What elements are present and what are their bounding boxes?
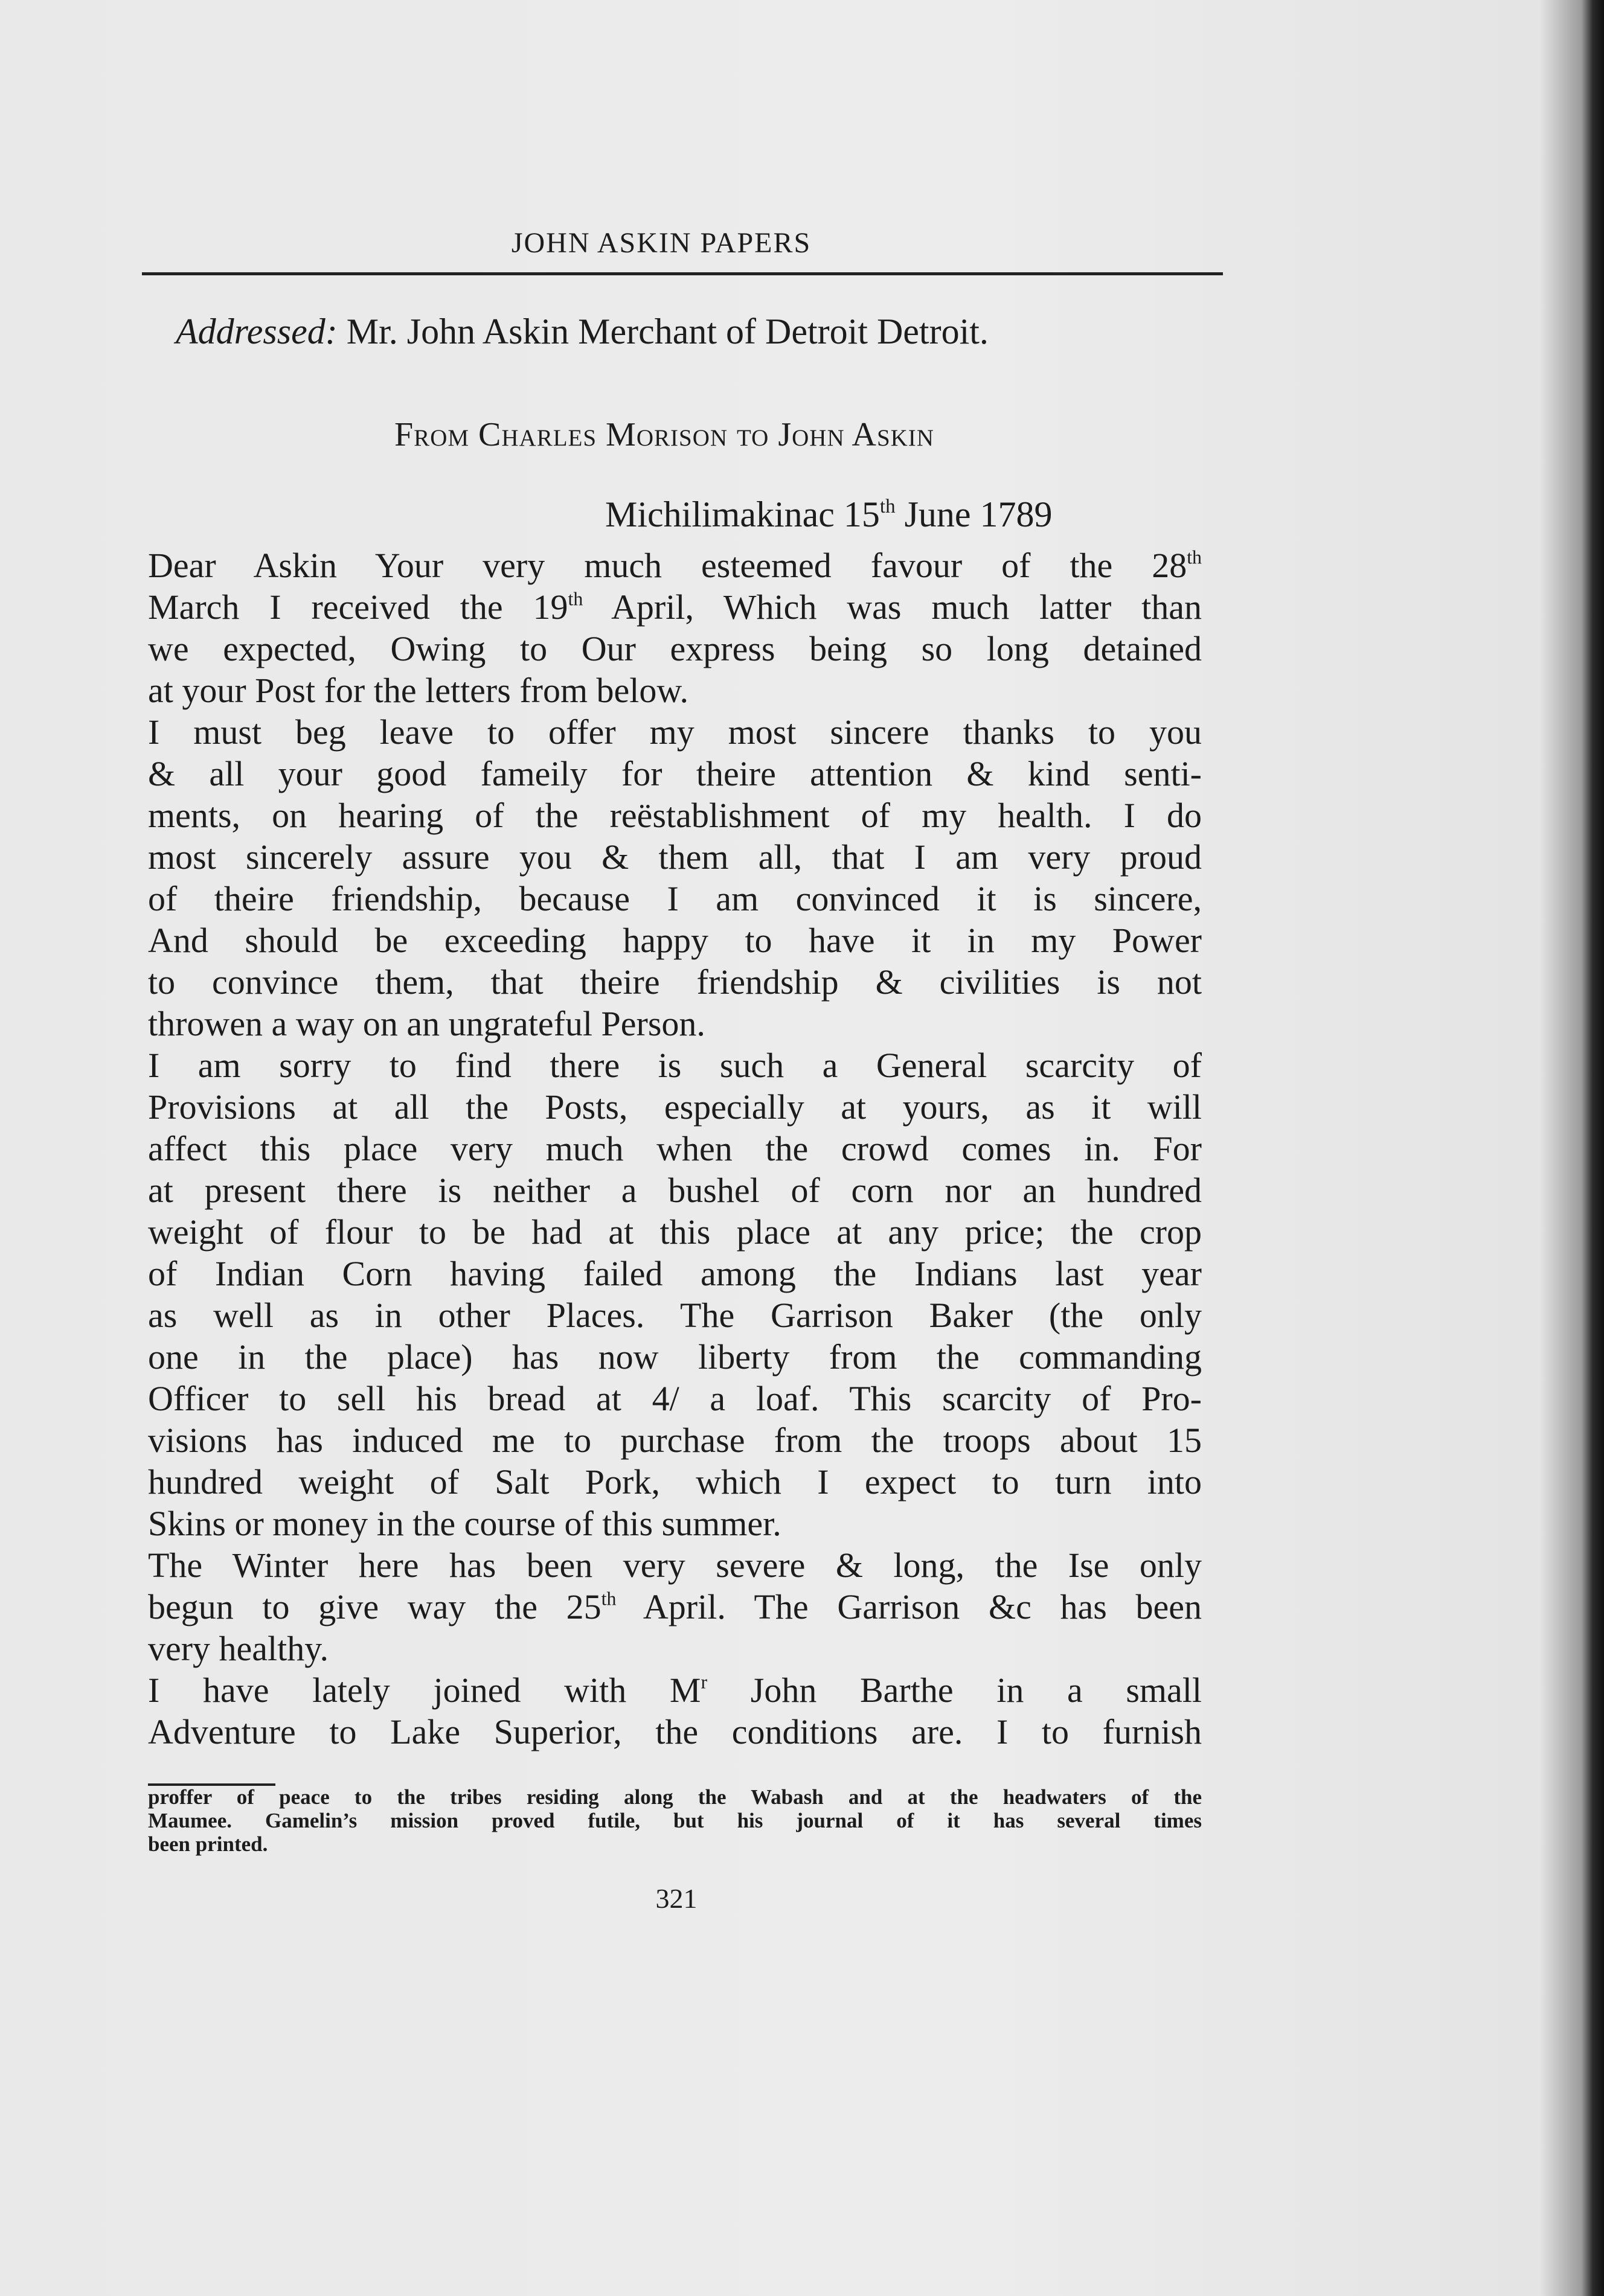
body-line: & all your good fameily for theire attention & kind senti- [148,754,1202,793]
body-line: visions has induced me to purchase from the troops about 15 [148,1421,1202,1460]
superscript: r [701,1671,708,1693]
letter-title: From Charles Morison to John Askin [394,416,934,453]
line-segment: March I received the 19 [148,587,568,627]
body-line: Officer to sell his bread at 4/ a loaf. This scarcity of Pro- [148,1379,1202,1418]
body-line: Provisions at all the Posts, especially at yours, as it will [148,1087,1202,1127]
body-line: Adventure to Lake Superior, the conditions are. I to furnish [148,1712,1202,1751]
superscript: th [1187,546,1202,568]
body-line: affect this place very much when the crowd comes in. For [148,1129,1202,1168]
line-segment: John Barthe in a small [707,1671,1202,1710]
body-line: we expected, Owing to Our express being so long detained [148,629,1202,668]
body-line [148,1669,1202,1711]
body-line: weight of flour to be had at this place at any price; the crop [148,1212,1202,1252]
body-line: And should be exceeding happy to have it in my Power [148,921,1202,960]
line-segment: begun to give way the 25 [148,1587,602,1626]
page-number: 321 [655,1883,698,1914]
body-line [148,545,1202,586]
dateline-month-year: June 1789 [895,494,1053,534]
body-line: of Indian Corn having failed among the Indians last year [148,1254,1202,1293]
body-line: I must beg leave to offer my most sincere thanks to you [148,712,1202,752]
address-text: Mr. John Askin Merchant of Detroit Detroit. [337,312,989,351]
line-segment: I have lately joined with M [148,1671,701,1710]
body-line: at your Post for the letters from below. [148,671,689,710]
body-line: The Winter here has been very severe & long, the Ise only [148,1546,1202,1585]
body-line [148,1586,1202,1628]
body-line: most sincerely assure you & them all, that I am very proud [148,837,1202,877]
line-segment: April, Which was much latter than [583,587,1202,627]
body-line: throwen a way on an ungrateful Person. [148,1004,705,1043]
dateline [605,494,1053,536]
body-line: one in the place) has now liberty from the commanding [148,1337,1202,1377]
body-line: hundred weight of Salt Pork, which I expect to turn into [148,1462,1202,1501]
running-head: JOHN ASKIN PAPERS [511,227,812,259]
header-rule [142,272,1223,275]
superscript: th [601,1588,617,1610]
body-line: ments, on hearing of the reëstablishment of my health. I do [148,796,1202,835]
body-line: I am sorry to find there is such a General scarcity of [148,1046,1202,1085]
body-line: very healthy. [148,1629,329,1668]
line-segment: April. The Garrison &c has been [616,1587,1202,1626]
body-line: at present there is neither a bushel of corn nor an hundred [148,1171,1202,1210]
address-line [176,311,1190,353]
line-segment: Dear Askin Your very much esteemed favour of the 28 [148,546,1187,585]
body-line: as well as in other Places. The Garrison Baker (the only [148,1296,1202,1335]
footnote-line: Maumee. Gamelin’s mission proved futile, but his journal of it has several times [148,1809,1202,1832]
body-line: Skins or money in the course of this summer. [148,1504,781,1543]
superscript: th [568,588,583,610]
address-label: Addressed: [176,312,338,351]
body-line [148,586,1202,628]
dateline-place-day: Michilimakinac 15 [605,494,880,534]
dateline-sup: th [879,495,896,517]
footnote-line: been printed. [148,1832,268,1856]
body-line: of theire friendship, because I am convinced it is sincere, [148,879,1202,918]
body-line: to convince them, that theire friendship & civilities is not [148,962,1202,1002]
footnote-line: proffer of peace to the tribes residing along the Wabash and at the headwaters of the [148,1785,1202,1809]
